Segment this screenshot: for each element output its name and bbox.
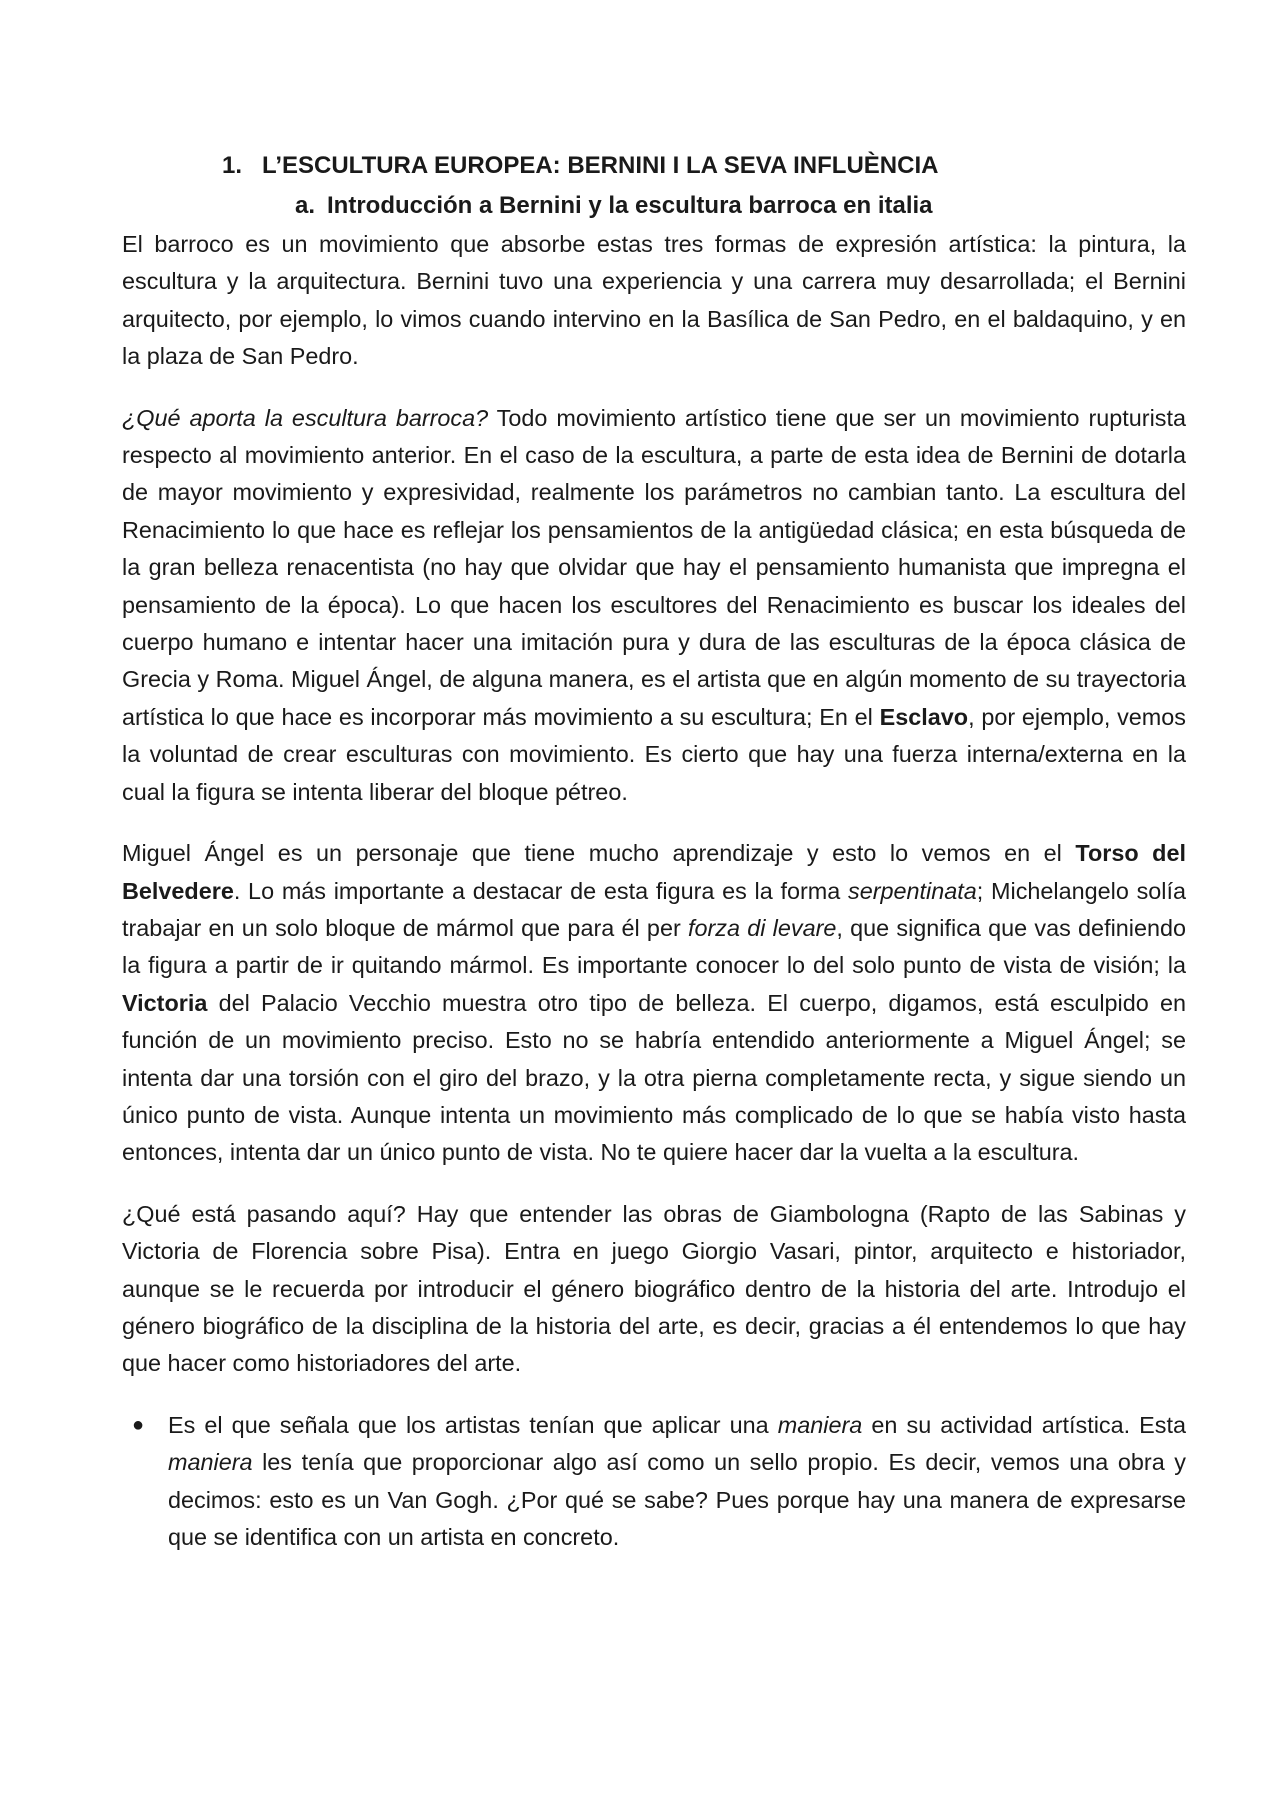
paragraph-michelangelo <box>122 835 1186 1172</box>
paragraph-text: , que significa que vas definiendo la figura a partir de ir quitando mármol. Es importante conocer lo del solo punto de vista de visión; la <box>122 914 1187 979</box>
question-text: ¿Qué aporta la escultura barroca? <box>122 404 489 431</box>
italic-term: maniera <box>168 1449 253 1476</box>
subsection-number: a. <box>295 192 316 219</box>
artwork-title: Victoria <box>122 989 208 1016</box>
paragraph-baroque-contribution <box>122 400 1186 811</box>
section-title: L’ESCULTURA EUROPEA: BERNINI I LA SEVA INFLUÈNCIA <box>262 152 939 179</box>
list-item-text: en su actividad artística. Esta <box>862 1411 1186 1438</box>
paragraph-text: , por ejemplo, vemos la voluntad de crear esculturas con movimiento. Es cierto que hay una fuerza interna/externa en la cual la figura se intenta liberar del bloque pétreo. <box>122 703 1186 805</box>
paragraph-text: . Lo más importante a destacar de esta figura es la forma <box>233 877 849 904</box>
artwork-title: Torso del Belvedere <box>122 840 1186 904</box>
paragraph-text: del Palacio Vecchio muestra otro tipo de belleza. El cuerpo, digamos, está esculpido en función de un movimiento preciso. Esto no se habría entendido anteriormente a Miguel Ángel; se intenta dar una torsión con el giro del brazo, y la otra pierna completamente recta, y sigue siendo un único punto de vista. Aunque intenta un movimiento más complicado de lo que se había visto hasta entonces, intenta dar un único punto de vista. No te quiere hacer dar la vuelta a la escultura. <box>122 989 1186 1166</box>
bullet-list <box>122 1407 1186 1557</box>
subsection-title: Introducción a Bernini y la escultura barroca en italia <box>327 192 933 219</box>
italic-term: maniera <box>777 1411 863 1438</box>
paragraph-text: ; Michelangelo solía trabajar en un solo bloque de mármol que para él per <box>122 877 1186 941</box>
paragraph-intro: El barroco es un movimiento que absorbe estas tres formas de expresión artística: la pintura, la escultura y la arquitectura. Bernini tuvo una experiencia y una carrera muy desarrollada; el Bernini arquitecto, por ejemplo, lo vimos cuando intervino en la Basílica de San Pedro, en el baldaquino, y en la plaza de San Pedro. <box>122 231 1186 370</box>
section-heading <box>122 150 1186 182</box>
subsection-heading <box>122 190 1186 222</box>
list-item-text: Es el que señala que los artistas tenían que aplicar una <box>168 1411 778 1438</box>
paragraph-giambologna-vasari: ¿Qué está pasando aquí? Hay que entender las obras de Giambologna (Rapto de las Sabinas y Victoria de Florencia sobre Pisa). Entra en juego Giorgio Vasari, pintor, arquitecto e historiador, aunque se le recuerda por introducir el género biográfico dentro de la historia del arte. Introdujo el género biográfico de la disciplina de la historia del arte, es decir, gracias a él entendemos lo que hay que hacer como historiadores del arte. <box>122 1200 1186 1377</box>
list-item <box>122 1407 1186 1557</box>
bullet-icon: ● <box>132 1413 145 1436</box>
paragraph-text: Miguel Ángel es un personaje que tiene mucho aprendizaje y esto lo vemos en el <box>122 840 1076 867</box>
paragraph-text: Todo movimiento artístico tiene que ser un movimiento rupturista respecto al movimiento anterior. En el caso de la escultura, a parte de esta idea de Bernini de dotarla de mayor movimiento y expresividad, realmente los parámetros no cambian tanto. La escultura del Renacimiento lo que hace es reflejar los pensamientos de la antigüedad clásica; en esta búsqueda de la gran belleza renacentista (no hay que olvidar que hay el pensamiento humanista que impregna el pensamiento de la época). Lo que hacen los escultores del Renacimiento es buscar los ideales del cuerpo humano e intentar hacer una imitación pura y dura de las esculturas de la época clásica de Grecia y Roma. Miguel Ángel, de alguna manera, es el artista que en algún momento de su trayectoria artística lo que hace es incorporar más movimiento a su escultura; En el <box>122 404 1186 730</box>
italic-term: serpentinata <box>848 877 977 904</box>
document-page <box>122 150 1186 1556</box>
artwork-title: Esclavo <box>879 703 969 730</box>
list-item-text: les tenía que proporcionar algo así como un sello propio. Es decir, vemos una obra y decimos: esto es un Van Gogh. ¿Por qué se sabe? Pues porque hay una manera de expresarse que se identifica con un artista en concreto. <box>168 1449 1186 1550</box>
italic-term: forza di levare <box>687 914 837 941</box>
section-number: 1. <box>222 152 243 179</box>
